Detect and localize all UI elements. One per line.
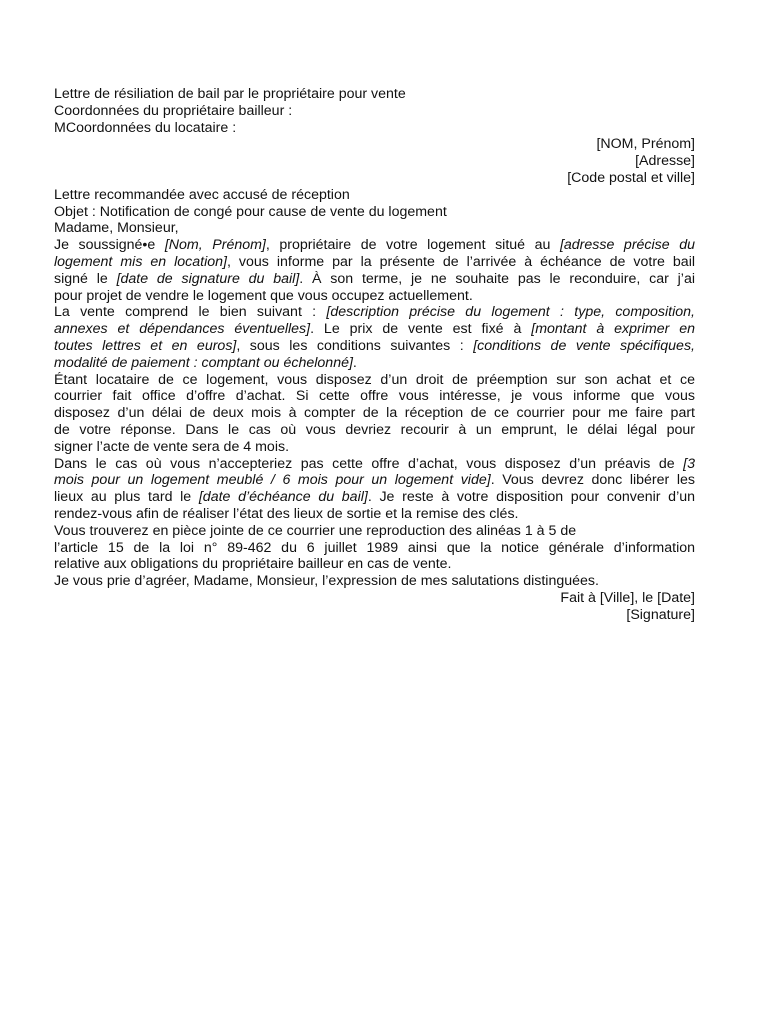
paragraph-intro: Je soussigné•e [Nom, Prénom], propriétaire de votre logement situé au [adresse précise du logement mis en location], vous informe par la présente de l’arrivée à échéance de votre bail signé le [date de signature du bail]. À son terme, je ne souhaite pas le reconduire, car j’ai pour projet de vendre le logement que vous occupez actuellement. bbox=[54, 237, 696, 304]
recipient-address: [Adresse] bbox=[635, 153, 695, 170]
recipient-name: [NOM, Prénom] bbox=[596, 136, 695, 153]
letter-title: Lettre de résiliation de bail par le propriétaire pour vente bbox=[54, 86, 406, 102]
letter-page bbox=[54, 86, 695, 624]
placeholder-property-description: [description précise du logement : type, composition, bbox=[326, 304, 695, 321]
subject-line: Objet : Notification de congé pour cause de vente du logement bbox=[54, 203, 447, 220]
signature-placeholder: [Signature] bbox=[626, 606, 695, 623]
paragraph-attachments: Vous trouverez en pièce jointe de ce courrier une reproduction des alinéas 1 à 5 de l’article 15 de la loi n° 89-462 du 6 juillet 1989 ainsi que la notice générale d’information relative aux obligations du propriétaire bailleur en cas de vente. bbox=[54, 522, 695, 573]
placeholder-conditions: [conditions de vente spécifiques, bbox=[473, 337, 695, 354]
paragraph-sale-terms: La vente comprend le bien suivant : [description précise du logement : type, composition, annexes et dépendances éventuelles]. Le prix de vente est fixé à [montant à exprimer en toutes lettres et en euros], sous les conditions suivantes : [conditions de vente spécifiques, modalité de paiement : comptant ou échelonné]. bbox=[54, 304, 696, 371]
placeholder-price: [montant à exprimer en bbox=[531, 321, 696, 338]
placeholder-lease-date: [date de signature du bail] bbox=[116, 270, 300, 287]
registered-mail-note: Lettre recommandée avec accusé de réception bbox=[54, 186, 350, 203]
placeholder-address: [adresse précise du bbox=[559, 237, 696, 254]
owner-coordinates: Coordonnées du propriétaire bailleur : bbox=[54, 102, 293, 119]
paragraph-preemption: Étant locataire de ce logement, vous disposez d’un droit de préemption sur son achat et ce courrier fait office d’offre d’achat. Si cette offre vous intéresse, je vous informe que vous disposez d’un délai de deux mois à compter de la réception de ce courrier pour me faire part de votre réponse. Dans le cas où vous devriez recourir à un emprunt, le délai légal pour signer l’acte de vente sera de 4 mois. bbox=[54, 371, 695, 455]
placeholder-end-date: [date d’échéance du bail] bbox=[198, 489, 368, 506]
closing-regards: Je vous prie d’agréer, Madame, Monsieur, l’expression de mes salutations distinguées. bbox=[54, 573, 599, 590]
paragraph-notice: Dans le cas où vous n’accepteriez pas cette offre d’achat, vous disposez d’un préavis de [3 mois pour un logement meublé / 6 mois pour un logement vide]. Vous devrez donc libérer les lieux au plus tard le [date d’échéance du bail]. Je reste à votre disposition pour convenir d’un rendez-vous afin de réaliser l’état des lieux de sortie et la remise des clés. bbox=[54, 455, 696, 522]
place-and-date: Fait à [Ville], le [Date] bbox=[560, 589, 695, 606]
placeholder-name: [Nom, Prénom] bbox=[164, 237, 266, 254]
recipient-postal: [Code postal et ville] bbox=[567, 169, 695, 186]
tenant-coordinates: MCoordonnées du locataire : bbox=[54, 119, 237, 136]
salutation: Madame, Monsieur, bbox=[54, 220, 179, 237]
placeholder-notice-period: [3 bbox=[683, 455, 695, 472]
